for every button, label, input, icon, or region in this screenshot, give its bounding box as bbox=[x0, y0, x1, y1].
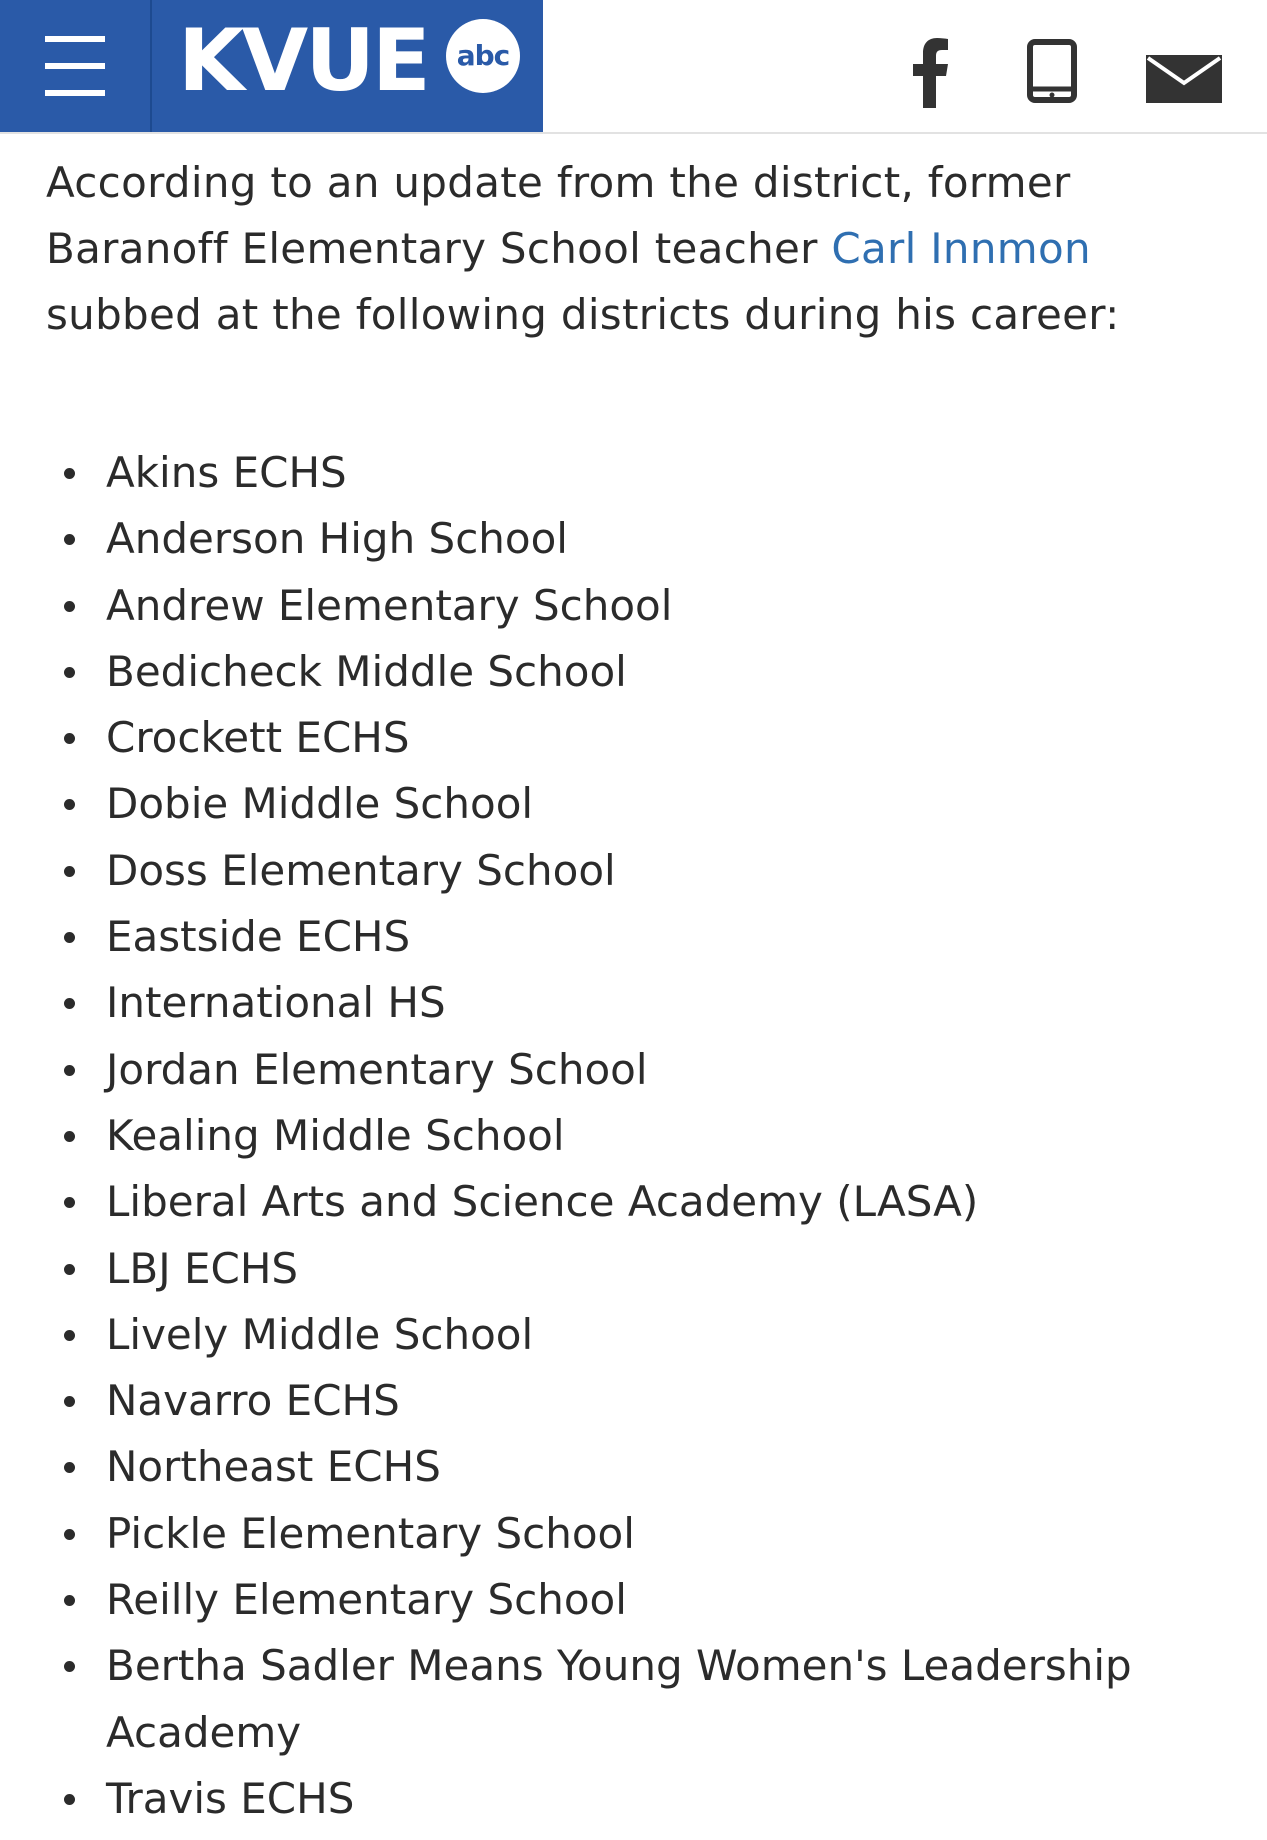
bullet-icon bbox=[64, 1131, 75, 1142]
bullet-icon bbox=[64, 799, 75, 810]
bullet-icon bbox=[64, 1065, 75, 1076]
school-name: Eastside ECHS bbox=[106, 912, 411, 962]
school-name: Crockett ECHS bbox=[106, 713, 410, 763]
facebook-icon[interactable] bbox=[910, 28, 950, 118]
intro-paragraph bbox=[46, 150, 1236, 348]
school-name: Travis ECHS bbox=[106, 1773, 355, 1823]
top-bar bbox=[0, 0, 1267, 134]
list-item bbox=[46, 1236, 1236, 1302]
school-name: Bertha Sadler Means Young Women's Leadership Academy bbox=[106, 1641, 1132, 1757]
school-name: Jordan Elementary School bbox=[106, 1044, 648, 1094]
school-list bbox=[46, 440, 1236, 1832]
bullet-icon bbox=[64, 1264, 75, 1275]
school-name: Kealing Middle School bbox=[106, 1110, 565, 1160]
list-item bbox=[46, 771, 1236, 837]
bullet-icon bbox=[64, 733, 75, 744]
bullet-icon bbox=[64, 1661, 75, 1672]
school-name: Dobie Middle School bbox=[106, 779, 534, 829]
list-item bbox=[46, 1434, 1236, 1500]
list-item bbox=[46, 1169, 1236, 1235]
list-item bbox=[46, 1633, 1236, 1766]
school-name: Pickle Elementary School bbox=[106, 1508, 635, 1558]
phone-icon[interactable] bbox=[1026, 26, 1078, 116]
bullet-icon bbox=[64, 667, 75, 678]
bullet-icon bbox=[64, 932, 75, 943]
bullet-icon bbox=[64, 601, 75, 612]
menu-icon-bar bbox=[45, 63, 105, 69]
school-name: LBJ ECHS bbox=[106, 1243, 299, 1293]
abc-logo: abc bbox=[446, 19, 520, 93]
list-item bbox=[46, 1368, 1236, 1434]
bullet-icon bbox=[64, 1529, 75, 1540]
list-item bbox=[46, 904, 1236, 970]
bullet-icon bbox=[64, 534, 75, 545]
intro-text-after: subbed at the following districts during his career: bbox=[46, 290, 1120, 339]
list-item bbox=[46, 639, 1236, 705]
bullet-icon bbox=[64, 998, 75, 1009]
list-item bbox=[46, 506, 1236, 572]
school-name: International HS bbox=[106, 978, 446, 1028]
bullet-icon bbox=[64, 866, 75, 877]
list-item bbox=[46, 440, 1236, 506]
logo-text: KVUE bbox=[178, 11, 428, 111]
school-name: Akins ECHS bbox=[106, 448, 347, 497]
menu-icon bbox=[45, 36, 105, 42]
school-name: Doss Elementary School bbox=[106, 845, 616, 895]
list-item bbox=[46, 1103, 1236, 1169]
list-item bbox=[46, 1567, 1236, 1633]
school-name: Northeast ECHS bbox=[106, 1442, 441, 1492]
school-name: Navarro ECHS bbox=[106, 1376, 400, 1426]
carl-innmon-link[interactable]: Carl Innmon bbox=[831, 224, 1091, 273]
school-name: Bedicheck Middle School bbox=[106, 646, 627, 696]
list-item bbox=[46, 1037, 1236, 1103]
kvue-logo[interactable] bbox=[152, 0, 543, 132]
school-name: Lively Middle School bbox=[106, 1309, 534, 1359]
list-item bbox=[46, 1766, 1236, 1832]
intro-text-before: According to an update from the district, former Baranoff Elementary School teacher bbox=[46, 158, 1071, 273]
email-icon[interactable] bbox=[1146, 34, 1222, 124]
school-name: Anderson High School bbox=[106, 514, 568, 564]
list-item bbox=[46, 573, 1236, 639]
bullet-icon bbox=[64, 468, 75, 479]
bullet-icon bbox=[64, 1462, 75, 1473]
list-item bbox=[46, 1501, 1236, 1567]
bullet-icon bbox=[64, 1197, 75, 1208]
list-item bbox=[46, 838, 1236, 904]
bullet-icon bbox=[64, 1330, 75, 1341]
school-name: Liberal Arts and Science Academy (LASA) bbox=[106, 1177, 979, 1227]
menu-button[interactable] bbox=[0, 0, 152, 132]
bullet-icon bbox=[64, 1794, 75, 1805]
school-name: Reilly Elementary School bbox=[106, 1575, 627, 1625]
article-body bbox=[46, 150, 1236, 1832]
bullet-icon bbox=[64, 1396, 75, 1407]
school-name: Andrew Elementary School bbox=[106, 580, 673, 630]
list-item bbox=[46, 1302, 1236, 1368]
bullet-icon bbox=[64, 1595, 75, 1606]
list-item bbox=[46, 970, 1236, 1036]
list-item bbox=[46, 705, 1236, 771]
menu-icon-bar bbox=[45, 90, 105, 96]
